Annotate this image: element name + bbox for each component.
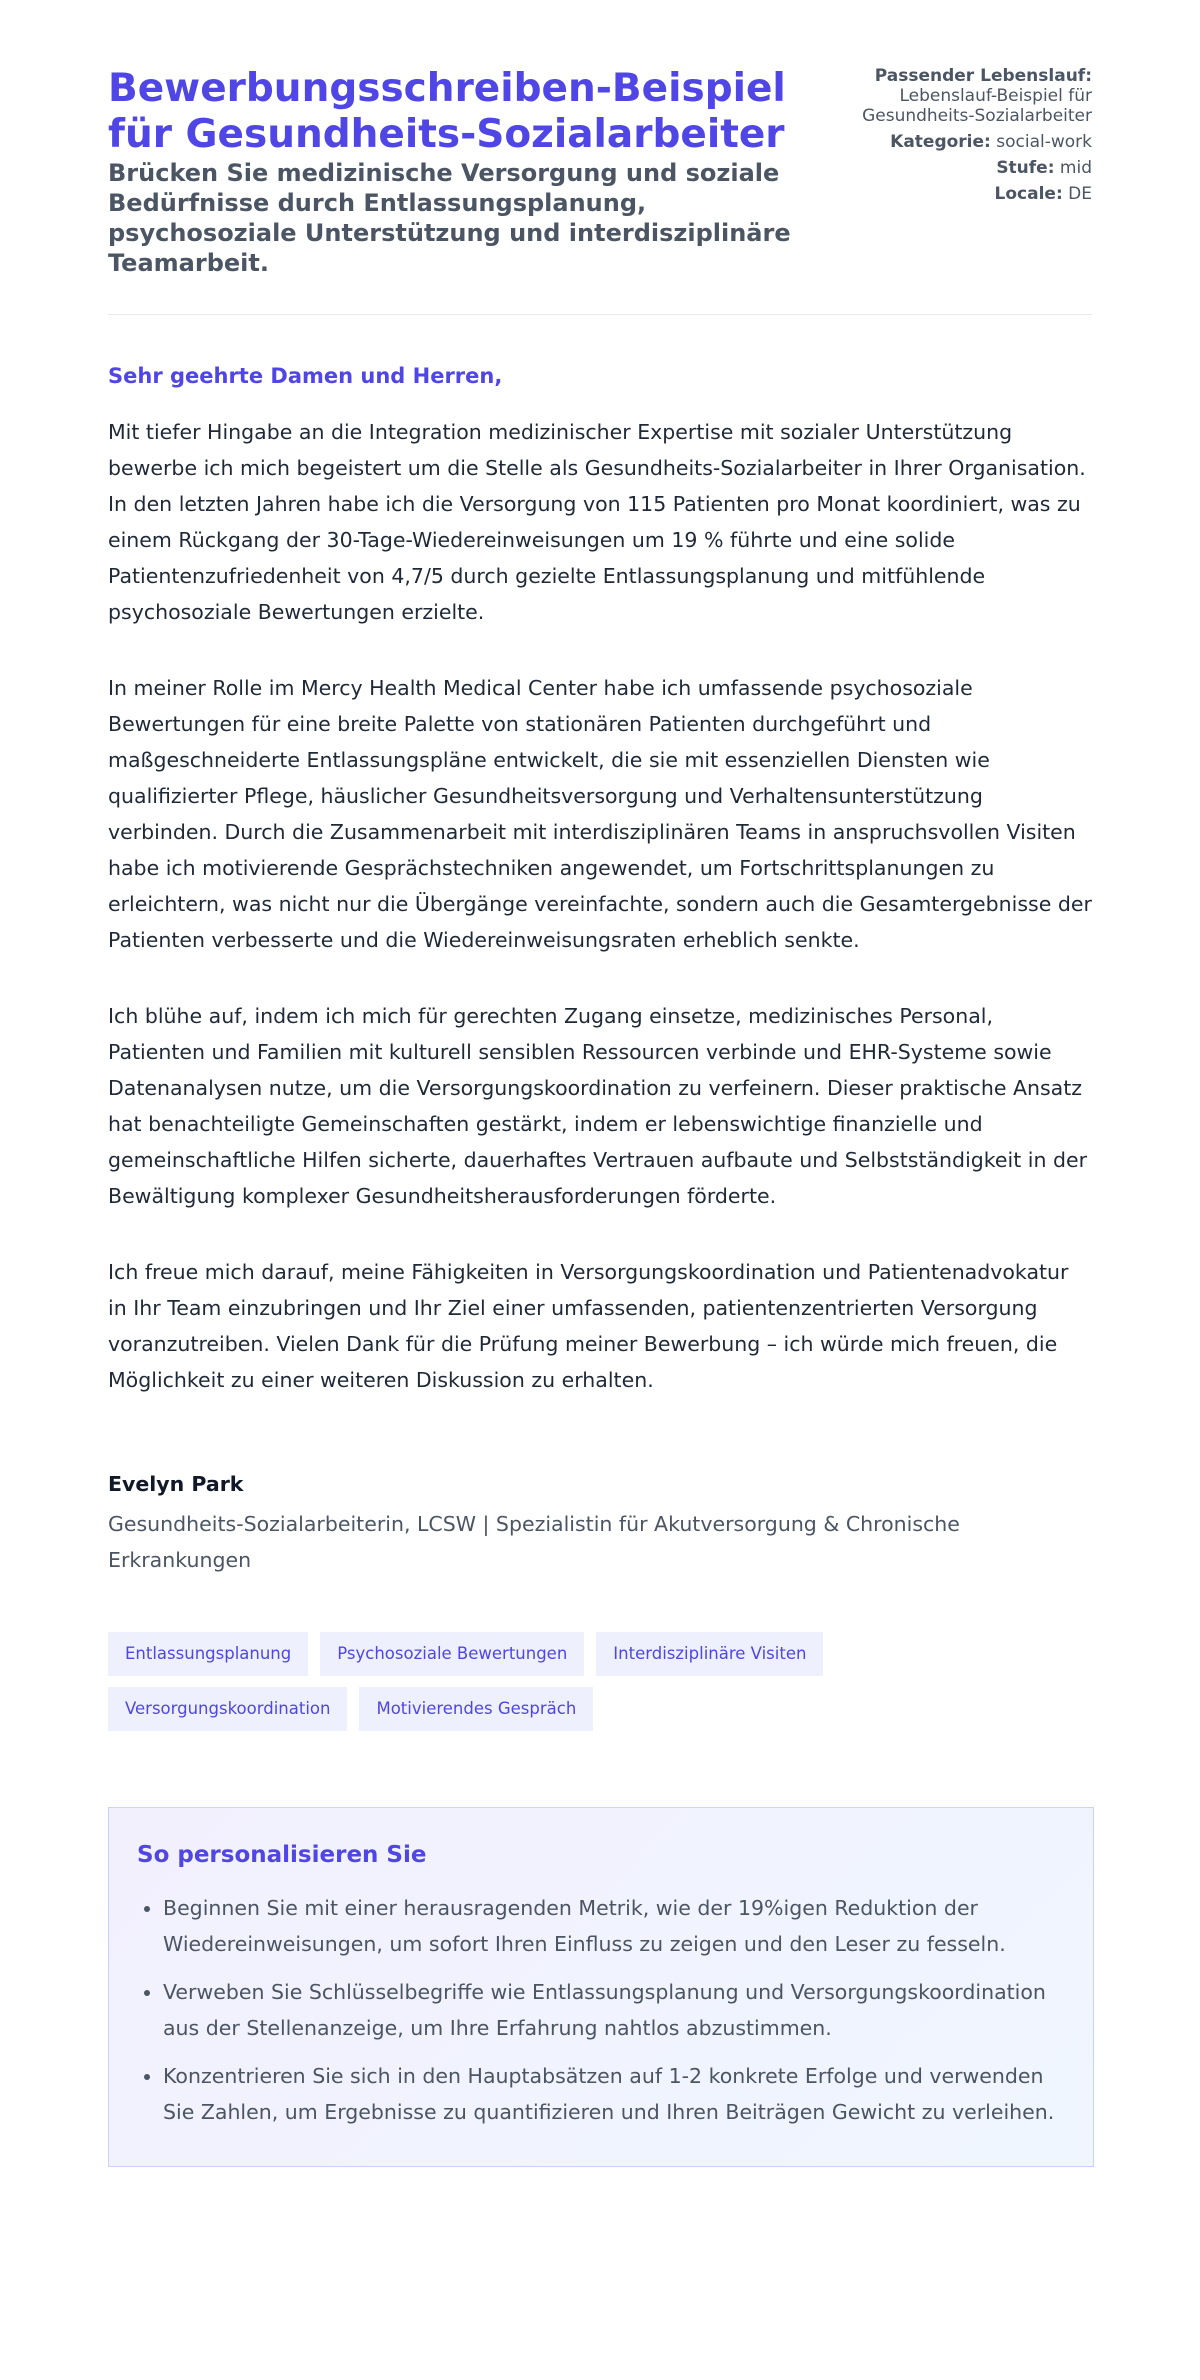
letter-body [108,362,1092,1398]
signature-block [108,1470,1092,1578]
meta-level-value: mid [1059,158,1092,178]
meta-locale-value: DE [1068,184,1092,204]
letter-paragraph: Ich freue mich darauf, meine Fähigkeiten in Versorgungskoordination und Patientenadvokatur in Ihr Team einzubringen und Ihr Ziel einer umfassenden, patientenzentrierten Versorgung voranzutreiben. Vielen Dank für die Prüfung meiner Bewerbung – ich würde mich freuen, die Möglichkeit zu einer weiteren Diskussion zu erhalten. [108,1260,1069,1392]
tip-item: • Verweben Sie Schlüsselbegriffe wie Entlassungsplanung und Versorgungskoordination aus der Stellenanzeige, um Ihre Erfahrung nahtlos abzustimmen. [163,1974,1065,2046]
personalization-tips [108,1807,1094,2167]
tips-list [137,1890,1065,2130]
skill-tag: Psychosoziale Bewertungen [320,1632,584,1676]
page-title: Bewerbungsschreiben-Beispiel für Gesundheits-Sozialarbeiter [108,66,786,157]
page-subtitle: Brücken Sie medizinische Versorgung und soziale Bedürfnisse durch Entlassungsplanung, psychosoziale Unterstützung und interdisziplinäre Teamarbeit. [108,159,791,277]
meta-resume-label: Passender Lebenslauf: [874,66,1092,86]
meta-resume-value: Lebenslauf-Beispiel für Gesundheits-Sozialarbeiter [862,86,1092,126]
meta-panel [852,60,1092,210]
meta-category-label: Kategorie: [890,132,991,152]
skill-tag: Interdisziplinäre Visiten [596,1632,823,1676]
tips-title: So personalisieren Sie [137,1842,427,1868]
meta-locale [852,184,1092,204]
tip-item: • Konzentrieren Sie sich in den Hauptabsätzen auf 1-2 konkrete Erfolge und verwenden Sie Zahlen, um Ergebnisse zu quantifizieren und Ihren Beiträgen Gewicht zu verleihen. [163,2058,1065,2130]
meta-category-value: social-work [996,132,1092,152]
page-header [108,60,1092,278]
signature-title: Gesundheits-Sozialarbeiterin, LCSW | Spezialistin für Akutversorgung & Chronische Erkrankungen [108,1512,960,1572]
skill-tag: Versorgungskoordination [108,1687,347,1731]
letter-greeting: Sehr geehrte Damen und Herren, [108,364,503,388]
meta-resume [852,66,1092,126]
skill-tag: Entlassungsplanung [108,1632,308,1676]
tip-item: • Beginnen Sie mit einer herausragenden Metrik, wie der 19%igen Reduktion der Wiedereinweisungen, um sofort Ihren Einfluss zu zeigen und den Leser zu fesseln. [163,1890,1065,1962]
meta-level-label: Stufe: [996,158,1055,178]
letter-paragraph: Ich blühe auf, indem ich mich für gerechten Zugang einsetze, medizinisches Personal, Patienten und Familien mit kulturell sensiblen Ressourcen verbinde und EHR-Systeme sowie Datenanalysen nutze, um die Versorgungskoordination zu verfeinern. Dieser praktische Ansatz hat benachteiligte Gemeinschaften gestärkt, indem er lebenswichtige finanzielle und gemeinschaftliche Hilfen sicherte, dauerhaftes Vertrauen aufbaute und Selbstständigkeit in der Bewältigung komplexer Gesundheitsherausforderungen förderte. [108,1004,1088,1208]
header-titles [108,60,838,278]
skill-tags [108,1632,868,1731]
letter-paragraph: In meiner Rolle im Mercy Health Medical Center habe ich umfassende psychosoziale Bewertungen für eine breite Palette von stationären Patienten durchgeführt und maßgeschneiderte Entlassungspläne entwickelt, die sie mit essenziellen Diensten wie qualifizierter Pflege, häuslicher Gesundheitsversorgung und Verhaltensunterstützung verbinden. Durch die Zusammenarbeit mit interdisziplinären Teams in anspruchsvollen Visiten habe ich motivierende Gesprächstechniken angewendet, um Fortschrittsplanungen zu erleichtern, was nicht nur die Übergänge vereinfachte, sondern auch die Gesamtergebnisse der Patienten verbesserte und die Wiedereinweisungsraten erheblich senkte. [108,676,1092,952]
meta-locale-label: Locale: [994,184,1063,204]
skill-tag: Motivierendes Gespräch [359,1687,593,1731]
meta-level [852,158,1092,178]
header-divider [108,314,1092,315]
letter-paragraph: Mit tiefer Hingabe an die Integration medizinischer Expertise mit sozialer Unterstützung bewerbe ich mich begeistert um die Stelle als Gesundheits-Sozialarbeiter in Ihrer Organisation. In den letzten Jahren habe ich die Versorgung von 115 Patienten pro Monat koordiniert, was zu einem Rückgang der 30-Tage-Wiedereinweisungen um 19 % führte und eine solide Patientenzufriedenheit von 4,7/5 durch gezielte Entlassungsplanung und mitfühlende psychosoziale Bewertungen erzielte. [108,420,1086,624]
signature-name: Evelyn Park [108,1472,244,1496]
meta-category [852,132,1092,152]
